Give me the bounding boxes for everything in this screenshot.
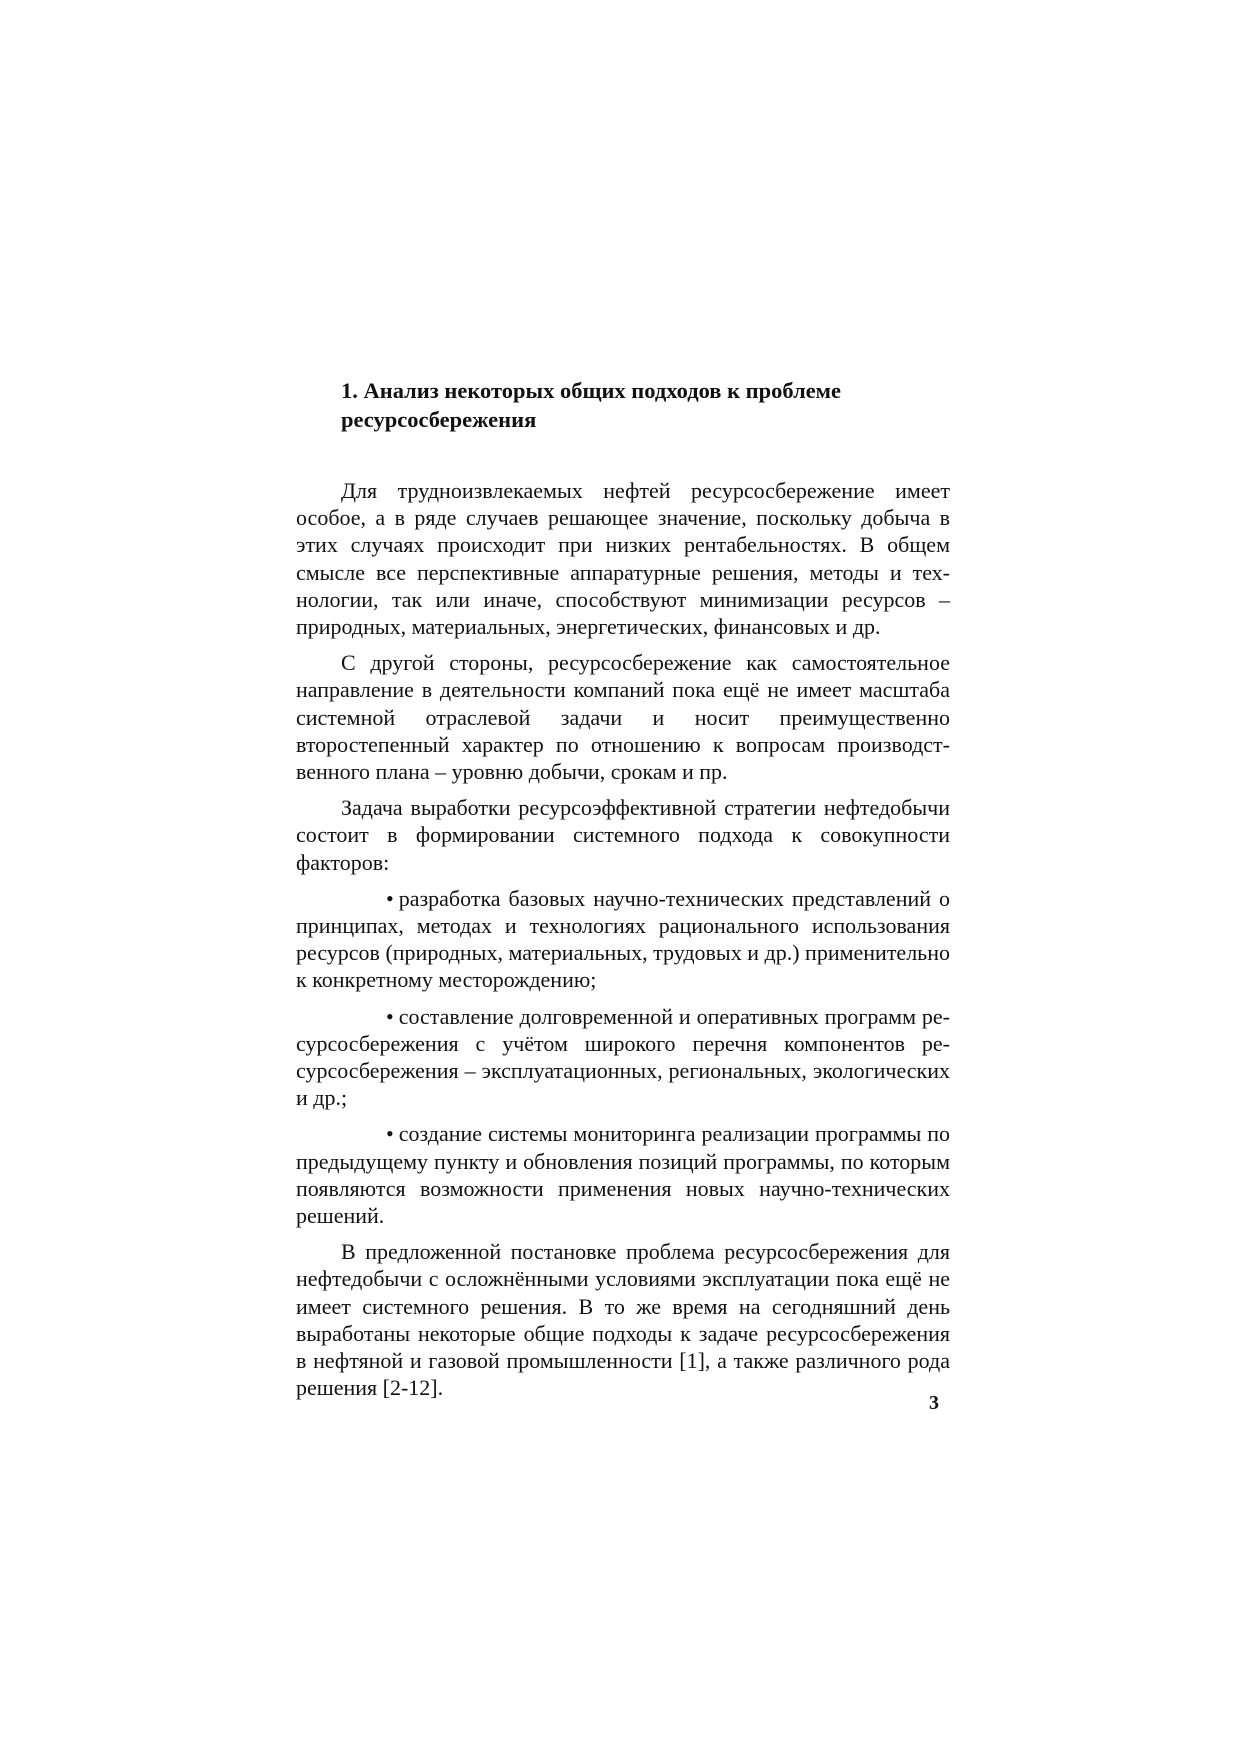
bullet-item (296, 1003, 950, 1112)
closing-paragraph: В предложенной постановке проблема ресурсосбережения для нефтедобычи с осложнёнными условиями эксплуатации пока ещё не имеет системного решения. В то же время на сегодняшний день выработаны некоторые общие подходы к задаче ресурсосбережения в нефтяной и газовой промышленности [1], а также различного рода решения [2-12]. (296, 1239, 950, 1401)
paragraph: Для трудноизвлекаемых нефтей ресурсосбережение имеет особое, а в ряде случаев решающее значение, поскольку добыча в этих случаях происходит при низких рентабельностях. В общем смысле все перспективные аппаратурные решения, методы и технологии, так или иначе, способствуют минимизации ресурсов – природных, материальных, энергетических, финансовых и др. (296, 478, 950, 640)
bullet-text: составление долговременной и оперативных программ ресурсосбережения с учётом широкого перечня компонентов ресурсосбережения – эксплуатационных, региональных, экологических и др.; (296, 1003, 950, 1111)
bullet-text: создание системы мониторинга реализации программы по предыдущему пункту и обновления позиций программы, по которым появляются возможности применения новых научно-технических решений. (296, 1121, 950, 1229)
bullet-item (296, 1120, 950, 1229)
page-number: 3 (929, 1392, 939, 1414)
paragraph: С другой стороны, ресурсосбережение как самостоятельное направление в деятельности компаний пока ещё не имеет масштаба системной отраслевой задачи и носит преимущественно второстепенный характер по отношению к вопросам производственного плана – уровню добычи, срокам и пр. (296, 650, 950, 785)
bullet-icon: • (386, 1121, 394, 1147)
paragraph: Задача выработки ресурсоэффективной стратегии нефтедобычи состоит в формировании системного подхода к совокупности факторов: (296, 795, 950, 875)
section-heading (341, 376, 950, 434)
bullet-icon: • (386, 1003, 394, 1029)
section-heading-line-2: ресурсосбережения (341, 407, 537, 432)
bullet-text: разработка базовых научно-технических представлений о принципах, методах и технологиях рационального использования ресурсов (природных, материальных, трудовых и др.) применительно к конкретному месторождению; (296, 885, 950, 993)
body-text-block (296, 376, 950, 1411)
bullet-icon: • (386, 885, 394, 911)
bullet-item (296, 885, 950, 994)
section-heading-line-1: 1. Анализ некоторых общих подходов к проблеме (341, 378, 841, 403)
